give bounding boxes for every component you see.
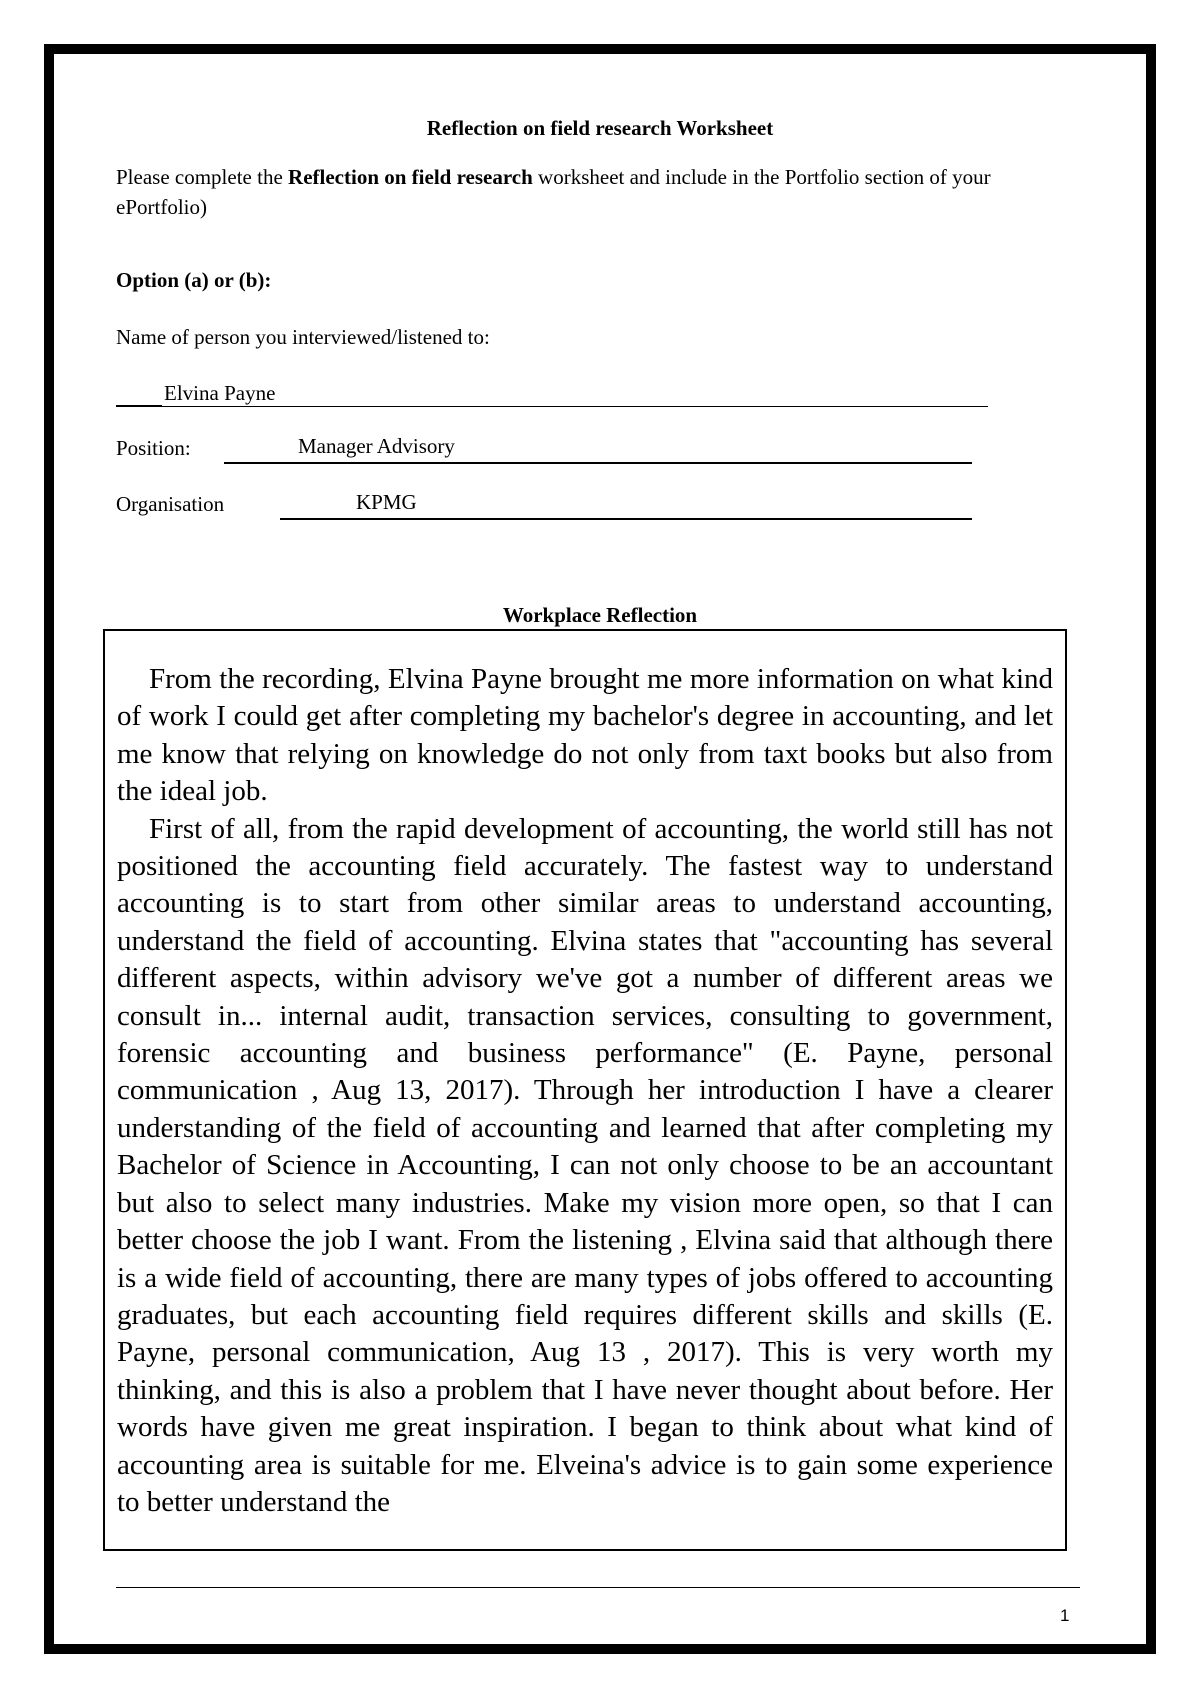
organisation-value: KPMG	[280, 490, 972, 520]
name-leader-line	[116, 383, 162, 406]
position-label: Position:	[116, 436, 191, 460]
position-value: Manager Advisory	[224, 434, 972, 464]
reflection-paragraph-2: First of all, from the rapid development of accounting, the world still has not positioned the accounting field accurately. The fastest way to understand accounting is to start from other similar areas to understand accounting, understand the field of accounting. Elvina states that "accounting has several different aspects, within advisory we've got a number of different areas we consult in... internal audit, transaction services, consulting to government, forensic accounting and business performance" (E. Payne, personal communication , Aug 13, 2017). Through her introduction I have a clearer understanding of the field of accounting and learned that after completing my Bachelor of Science in Accounting, I can not only choose to be an accountant but also to select many industries. Make my vision more open, so that I can better choose the job I want. From the listening , Elvina said that although there is a wide field of accounting, there are many types of jobs offered to accounting graduates, but each accounting field requires different skills and skills (E. Payne, personal communication, Aug 13 , 2017). This is very worth my thinking, and this is also a problem that I have never thought about before. Her words have given me great inspiration. I began to think about what kind of accounting area is suitable for me. Elveina's advice is to gain some experience to better understand the	[117, 812, 1053, 1518]
section-heading: Workplace Reflection	[502, 603, 698, 627]
instructions-emphasis: Reflection on field research	[288, 165, 533, 189]
instructions-suffix: worksheet and include in the Portfolio section of your ePortfolio)	[116, 165, 991, 219]
worksheet-title: Reflection on field research Worksheet	[426, 116, 774, 140]
instructions	[116, 162, 1076, 222]
name-value: Elvina Payne	[164, 381, 276, 405]
organisation-label: Organisation	[116, 492, 225, 516]
name-field	[116, 381, 988, 407]
footer-rule	[116, 1587, 1080, 1588]
option-label: Option (a) or (b):	[116, 268, 272, 292]
instructions-prefix: Please complete the	[116, 165, 289, 189]
reflection-paragraph-1: From the recording, Elvina Payne brought me more information on what kind of work I could get after completing my bachelor's degree in accounting, and let me know that relying on knowledge do not only from taxt books but also from the ideal job.	[117, 663, 1053, 808]
page-number: 1	[1060, 1606, 1070, 1625]
name-prompt: Name of person you interviewed/listened to:	[116, 325, 490, 349]
reflection-box	[103, 629, 1067, 1551]
